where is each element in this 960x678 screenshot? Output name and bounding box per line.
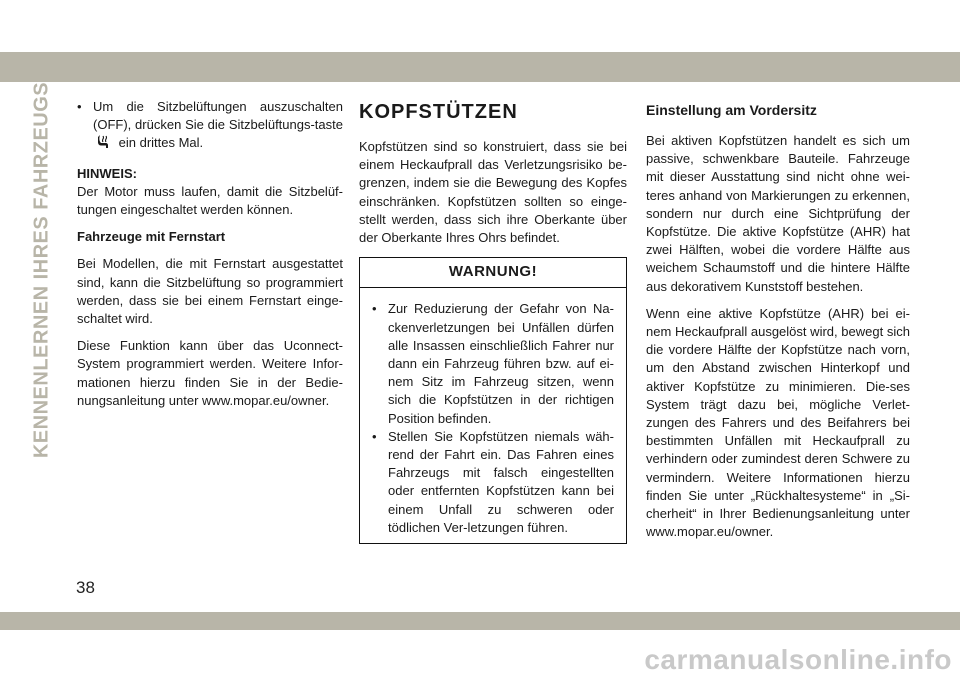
warning-box — [359, 257, 627, 544]
warning-item-text: Stellen Sie Kopfstützen niemals wäh-rend der Fahrt ein. Das Fahren eines Fahrzeugs mit falsch eingestellten oder entfernten Kopfstützen kann bei einem Unfall zu schweren oder tödlichen Ver-letzungen führen. — [388, 428, 614, 535]
bullet-glyph: • — [372, 428, 377, 444]
bullet-text-part2: ein drittes Mal. — [118, 135, 204, 151]
warning-title: WARNUNG! — [360, 258, 626, 288]
section-heading: KOPFSTÜTZEN — [359, 101, 518, 123]
list-item — [77, 98, 343, 156]
paragraph: Bei Modellen, die mit Fernstart ausgestattet sind, kann die Sitzbelüftung so programmiert werden, dass sie bei einem Fernstart einge-schaltet wird. — [77, 256, 343, 327]
note-title: HINWEIS: — [77, 165, 137, 181]
top-band — [0, 52, 960, 82]
paragraph: Wenn eine aktive Kopfstütze (AHR) bei ei-nem Heckaufprall ausgelöst wird, bewegt sich die vordere Hälfte der Kopfstütze nach vorn, um den Abstand zwischen Hinterkopf und aktiver Kopfstütze zu minimieren. Die-ses System trägt dazu bei, mögliche Verlet-zungen des Fahrers und des Beifahrers bei bestimmten Unfällen mit Heckaufprall zu verhindern oder zumindest deren Schwere zu vermindern. Weitere Informationen hierzu finden Sie unter „Rückhaltesysteme“ in „Si-cherheit“ in Ihrer Bedienungsanleitung unter www.mopar.eu/owner. — [646, 305, 910, 540]
seat-ventilation-icon — [97, 134, 111, 155]
note-text: Der Motor muss laufen, damit die Sitzbelüf-tungen eingeschaltet werden können. — [77, 183, 343, 218]
bottom-band — [0, 612, 960, 630]
column-left — [77, 98, 343, 419]
side-section-title — [28, 81, 56, 459]
warning-item-text: Zur Reduzierung der Gefahr von Na-ckenverletzungen bei Unfällen dürfen alle Insassen einschließlich Fahrer nur dann ein Fahrzeug führen bzw. auf ei-nem Sitz im Fahrzeug sitzen, wenn sich die Kopfstützen in der richtigen Position befinden. — [388, 301, 614, 426]
column-middle — [359, 98, 627, 544]
paragraph: Diese Funktion kann über das Uconnect-System programmiert werden. Weitere Infor-mationen hierzu finden Sie in der Bedie-nungsanleitung unter www.mopar.eu/owner. — [77, 338, 343, 408]
bullet-glyph: • — [77, 99, 82, 114]
page-number: 38 — [76, 578, 95, 597]
subsection-heading: Einstellung am Vordersitz — [646, 102, 817, 118]
watermark-logo: carmanualsonline.info — [644, 644, 952, 675]
paragraph: Bei aktiven Kopfstützen handelt es sich um passive, schwenkbare Bauteile. Fahrzeuge mit dieser Ausstattung sind nicht ohne wei-teres anhand von Markierungen zu erkennen, sondern nur durch eine Sichtprüfung der Kopfstütze. Die aktive Kopfstütze (AHR) hat zwei Hälften, wobei die vordere Hälfte aus weichem Schaumstoff und die hintere Hälfte aus dekorativem Kunststoff bestehen. — [646, 133, 910, 294]
list-item-text — [93, 98, 343, 156]
warning-item — [372, 428, 614, 537]
column-right — [646, 98, 910, 550]
paragraph: Kopfstützen sind so konstruiert, dass sie bei einem Heckaufprall das Verletzungsrisiko be-grenzen, indem sie die Bewegung des Kopfes einschränken. Kopfstützen sollten so einge-stellt werden, dass sich ihre Oberkante über der Oberkante Ihres Ohrs befindet. — [359, 139, 627, 246]
warning-item — [372, 300, 614, 427]
side-section-title-text: KENNENLERNEN IHRES FAHRZEUGS — [30, 81, 53, 459]
subheading-remote-start: Fahrzeuge mit Fernstart — [77, 229, 226, 245]
bullet-glyph: • — [372, 301, 377, 317]
bullet-text-part1: Um die Sitzbelüftungen auszuschalten (OFF), drücken Sie die Sitzbelüftungs-taste — [93, 99, 343, 133]
warning-body — [360, 288, 626, 543]
